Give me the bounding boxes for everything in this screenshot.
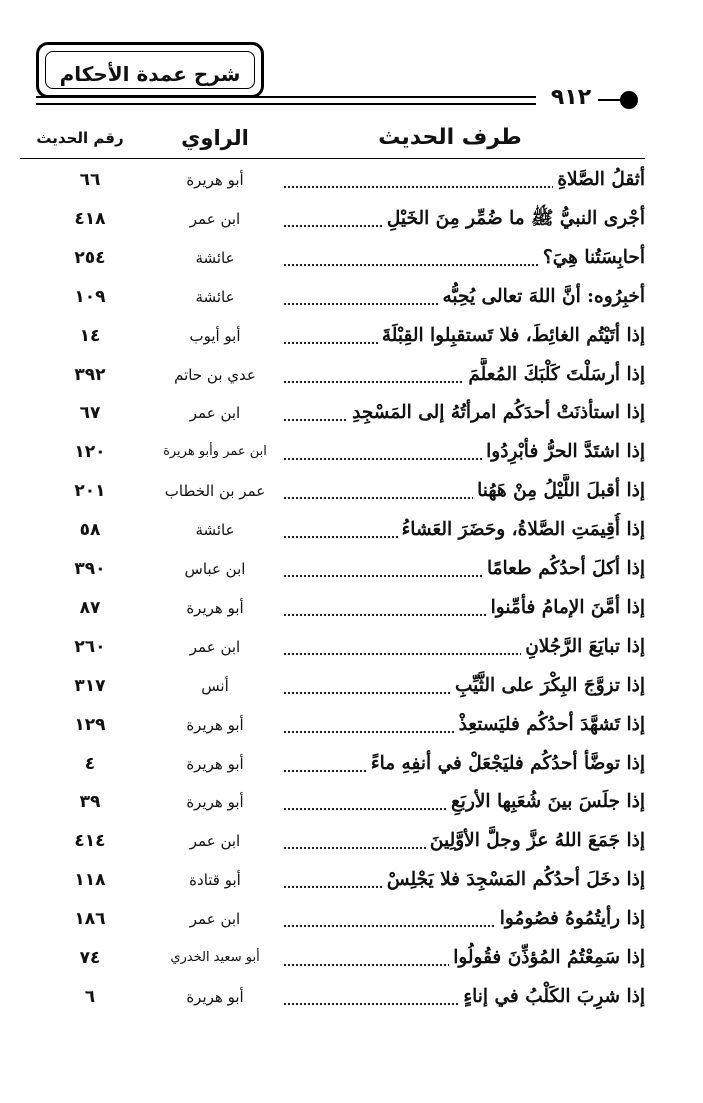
hadith-cell bbox=[285, 280, 645, 314]
hadith-text: إذا تبايَعَ الرَّجُلانِ bbox=[521, 630, 645, 664]
narrator-cell: أبو هريرة bbox=[186, 754, 244, 773]
table-row bbox=[0, 900, 703, 938]
narrator-cell: عدي بن حاتم bbox=[174, 365, 256, 384]
hadith-text: إذا أمَّنَ الإمامُ فأمِّنوا bbox=[487, 591, 645, 625]
table-row bbox=[0, 356, 703, 394]
hadith-cell bbox=[285, 202, 645, 236]
narrator-cell: ابن عمر bbox=[189, 637, 241, 656]
book-title: شرح عمدة الأحكام bbox=[59, 62, 241, 86]
narrator-cell: عائشة bbox=[195, 521, 235, 540]
hadith-cell bbox=[285, 863, 645, 897]
header-rule-lower bbox=[36, 103, 536, 105]
table-row bbox=[0, 667, 703, 705]
narrator-cell: ابن عمر bbox=[189, 404, 241, 423]
book-title-frame bbox=[36, 42, 264, 98]
hadith-cell bbox=[285, 396, 645, 430]
hadith-cell bbox=[285, 163, 645, 197]
hadith-text: إذا سَمِعْتُمُ المُؤذِّنَ فقُولُوا bbox=[449, 941, 645, 975]
narrator-cell: عائشة bbox=[195, 248, 235, 267]
hadith-text: إذا أتَيْتُم الغائِطَ، فلا تَستقبِلوا القِبْلَةَ bbox=[378, 319, 645, 353]
hadith-number-cell: ٤١٨ bbox=[74, 208, 106, 229]
hadith-cell bbox=[285, 708, 645, 742]
table-row bbox=[0, 861, 703, 899]
hadith-number-cell: ٣٩٢ bbox=[74, 364, 106, 385]
column-heading-hadith: طرف الحديث bbox=[378, 125, 522, 150]
hadith-text: إذا تَشهَّدَ أحدُكُم فليَستعِذْ bbox=[455, 708, 645, 742]
hadith-text: إذا رأيتُمُوهُ فصُومُوا bbox=[496, 902, 645, 936]
heading-divider bbox=[20, 158, 645, 159]
table-row bbox=[0, 278, 703, 316]
hadith-cell bbox=[285, 669, 645, 703]
hadith-number-cell: ١٠٩ bbox=[74, 286, 106, 307]
table-row bbox=[0, 550, 703, 588]
table-row bbox=[0, 589, 703, 627]
hadith-cell bbox=[285, 513, 645, 547]
table-row bbox=[0, 783, 703, 821]
page-number: ٩١٢ bbox=[550, 85, 592, 110]
narrator-cell: أبو هريرة bbox=[186, 598, 244, 617]
narrator-cell: أبو سعيد الخدري bbox=[170, 950, 260, 965]
hadith-number-cell: ١١٨ bbox=[74, 870, 106, 891]
narrator-cell: عمر بن الخطاب bbox=[164, 482, 266, 501]
table-row bbox=[0, 472, 703, 510]
hadith-text: إذا استأذنَتْ أحدَكُم امرأتُهُ إلى المَسْجِدِ bbox=[348, 396, 645, 430]
narrator-cell: أبو هريرة bbox=[186, 987, 244, 1006]
hadith-number-cell: ٥٨ bbox=[79, 520, 101, 541]
hadith-cell bbox=[285, 785, 645, 819]
narrator-cell: أبو هريرة bbox=[186, 171, 244, 189]
hadith-number-cell: ٤ bbox=[84, 753, 96, 774]
narrator-cell: ابن عمر bbox=[189, 832, 241, 851]
hadith-number-cell: ٦ bbox=[84, 986, 96, 1007]
hadith-number-cell: ٢٥٤ bbox=[74, 247, 106, 268]
narrator-cell: ابن عمر وأبو هريرة bbox=[163, 444, 267, 460]
narrator-cell: ابن عمر bbox=[189, 910, 241, 929]
hadith-text: إذا أرسَلْتَ كَلْبَكَ المُعلَّمَ bbox=[464, 358, 645, 392]
table-row bbox=[0, 706, 703, 744]
table-row bbox=[0, 745, 703, 783]
hadith-text: إذا أكلَ أحدُكُم طعامًا bbox=[483, 552, 645, 586]
hadith-number-cell: ٤١٤ bbox=[74, 831, 106, 852]
table-row bbox=[0, 511, 703, 549]
hadith-number-cell: ٣١٧ bbox=[74, 675, 106, 696]
hadith-cell bbox=[285, 824, 645, 858]
hadith-number-cell: ٧٤ bbox=[79, 948, 101, 968]
hadith-text: إذا توضَّأ أحدُكُم فليَجْعَلْ في أنفِهِ ماءً bbox=[367, 747, 645, 781]
narrator-cell: ابن عمر bbox=[189, 209, 241, 228]
hadith-text: إذا اشتَدَّ الحرُّ فأبْرِدُوا bbox=[482, 435, 645, 469]
hadith-text: إذا جَمَعَ اللهُ عزَّ وجلَّ الأوَّلِينَ bbox=[426, 824, 645, 858]
table-row bbox=[0, 394, 703, 432]
table-row bbox=[0, 200, 703, 238]
narrator-cell: أنس bbox=[201, 676, 229, 695]
table-row bbox=[0, 978, 703, 1016]
hadith-cell bbox=[285, 941, 645, 975]
hadith-number-cell: ٣٩ bbox=[79, 792, 101, 813]
hadith-cell bbox=[285, 474, 645, 508]
column-heading-number: رقم الحديث bbox=[36, 129, 124, 147]
header-ornament-line bbox=[598, 99, 620, 101]
narrator-cell: أبو أيوب bbox=[189, 326, 241, 345]
hadith-text: إذا أقبلَ اللَّيْلُ مِنْ هَهُنا bbox=[473, 474, 645, 508]
table-row bbox=[0, 939, 703, 977]
hadith-number-cell: ٢٦٠ bbox=[74, 636, 106, 657]
hadith-number-cell: ٢٠١ bbox=[74, 481, 106, 502]
hadith-text: أحابِسَتُنا هِيَ؟ bbox=[539, 241, 645, 275]
hadith-number-cell: ١٨٦ bbox=[74, 909, 106, 930]
narrator-cell: أبو هريرة bbox=[186, 715, 244, 734]
hadith-text: إذا أُقِيمَتِ الصَّلاةُ، وحَضَرَ العَشاءُ bbox=[398, 513, 645, 547]
hadith-text: إذا دخَلَ أحدُكُم المَسْجِدَ فلا يَجْلِسْ bbox=[383, 863, 645, 897]
hadith-number-cell: ١٢٠ bbox=[74, 442, 106, 463]
hadith-text: أخبِرُوه: أنَّ اللهَ تعالى يُحِبُّه bbox=[439, 280, 646, 314]
hadith-number-cell: ٨٧ bbox=[79, 597, 101, 618]
narrator-cell: أبو هريرة bbox=[186, 793, 244, 812]
hadith-cell bbox=[285, 747, 645, 781]
hadith-cell bbox=[285, 980, 645, 1014]
hadith-text: أثقلُ الصَّلاةِ bbox=[553, 163, 645, 197]
hadith-number-cell: ٦٦ bbox=[79, 170, 101, 190]
hadith-cell bbox=[285, 552, 645, 586]
table-row bbox=[0, 433, 703, 471]
hadith-number-cell: ٣٩٠ bbox=[74, 559, 106, 579]
hadith-cell bbox=[285, 358, 645, 392]
hadith-number-cell: ١٢٩ bbox=[74, 714, 106, 735]
table-row bbox=[0, 822, 703, 860]
hadith-number-cell: ٦٧ bbox=[79, 403, 101, 424]
narrator-cell: ابن عباس bbox=[184, 560, 246, 578]
hadith-number-cell: ١٤ bbox=[79, 325, 101, 346]
hadith-cell bbox=[285, 902, 645, 936]
hadith-cell bbox=[285, 241, 645, 275]
hadith-cell bbox=[285, 630, 645, 664]
header-dot-ornament bbox=[620, 91, 638, 109]
hadith-cell bbox=[285, 591, 645, 625]
hadith-cell bbox=[285, 435, 645, 469]
narrator-cell: عائشة bbox=[195, 287, 235, 306]
hadith-text: إذا جلَسَ بينَ شُعَبِها الأربَعِ bbox=[447, 785, 645, 819]
table-row bbox=[0, 161, 703, 199]
hadith-cell bbox=[285, 319, 645, 353]
table-row bbox=[0, 239, 703, 277]
hadith-text: أجْرى النبيُّ ﷺ ما ضُمِّر مِنَ الخَيْلِ bbox=[383, 202, 645, 236]
hadith-text: إذا شرِبَ الكَلْبُ في إناءٍ bbox=[459, 980, 645, 1014]
table-row bbox=[0, 628, 703, 666]
narrator-cell: أبو قتادة bbox=[189, 871, 241, 890]
column-heading-narrator: الراوي bbox=[181, 126, 249, 150]
hadith-text: إذا تزوَّجَ البِكْرَ على الثَّيِّبِ bbox=[451, 669, 645, 703]
table-row bbox=[0, 317, 703, 355]
